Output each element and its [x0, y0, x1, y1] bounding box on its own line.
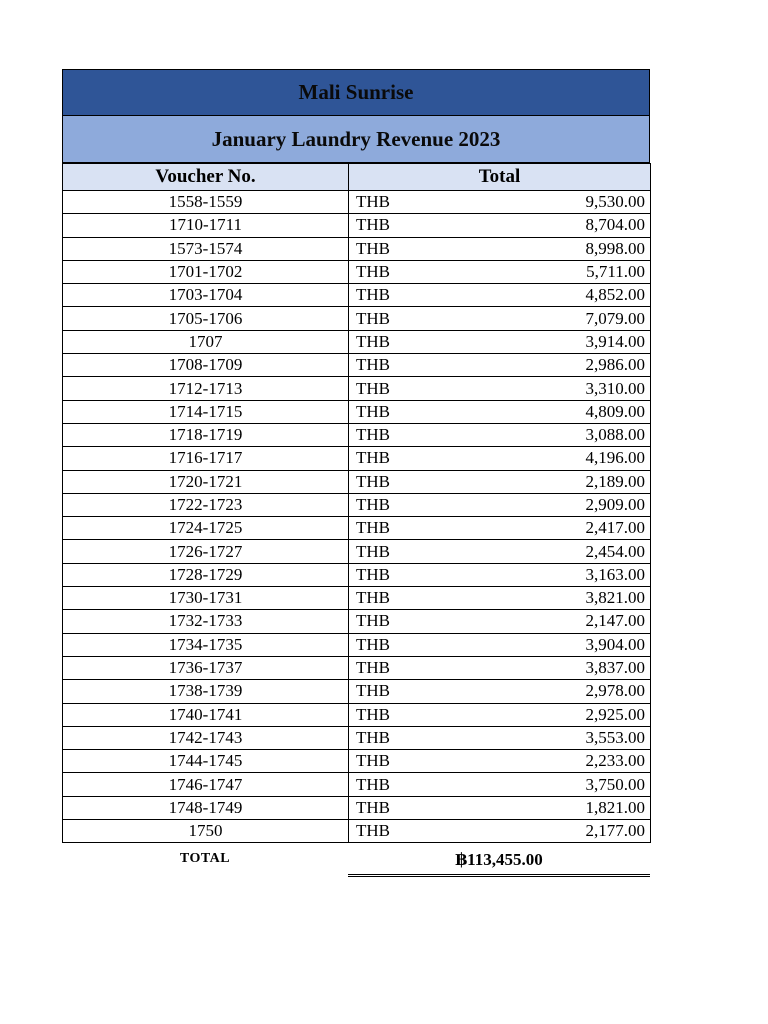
table-row: [63, 447, 651, 470]
amount-cell: [349, 284, 651, 307]
table-row: [63, 680, 651, 703]
table-row: [63, 820, 651, 843]
amount-cell: [349, 633, 651, 656]
table-row: [63, 470, 651, 493]
report-title: January Laundry Revenue 2023: [62, 116, 650, 163]
amount-value: 2,417.00: [585, 518, 645, 538]
currency-label: THB: [356, 727, 390, 747]
voucher-cell: 1716-1717: [63, 447, 349, 470]
amount-cell: [349, 493, 651, 516]
amount-value: 2,147.00: [585, 611, 645, 631]
amount-value: 2,909.00: [585, 495, 645, 514]
voucher-cell: 1558-1559: [63, 191, 349, 214]
revenue-table: [62, 163, 651, 843]
currency-label: THB: [356, 564, 390, 584]
currency-label: THB: [356, 308, 390, 328]
table-body: [63, 191, 651, 843]
voucher-cell: 1701-1702: [63, 260, 349, 283]
voucher-cell: 1730-1731: [63, 587, 349, 610]
currency-label: THB: [356, 658, 390, 678]
amount-cell: [349, 726, 651, 749]
amount-cell: [349, 400, 651, 423]
amount-cell: [349, 260, 651, 283]
currency-label: THB: [356, 238, 390, 258]
currency-label: THB: [356, 215, 390, 235]
currency-label: THB: [356, 495, 390, 514]
voucher-column-header: Voucher No.: [63, 164, 349, 191]
table-row: [63, 307, 651, 330]
table-row: [63, 656, 651, 679]
voucher-cell: 1732-1733: [63, 610, 349, 633]
amount-cell: [349, 354, 651, 377]
amount-value: 3,837.00: [585, 658, 645, 678]
table-row: [63, 750, 651, 773]
voucher-cell: 1714-1715: [63, 400, 349, 423]
voucher-cell: 1736-1737: [63, 656, 349, 679]
amount-cell: [349, 470, 651, 493]
table-row: [63, 703, 651, 726]
amount-cell: [349, 680, 651, 703]
voucher-cell: 1742-1743: [63, 726, 349, 749]
voucher-cell: 1705-1706: [63, 307, 349, 330]
amount-cell: [349, 423, 651, 446]
table-row: [63, 587, 651, 610]
amount-value: 7,079.00: [585, 308, 645, 328]
voucher-cell: 1573-1574: [63, 237, 349, 260]
voucher-cell: 1703-1704: [63, 284, 349, 307]
table-row: [63, 563, 651, 586]
voucher-cell: 1734-1735: [63, 633, 349, 656]
currency-label: THB: [356, 262, 390, 282]
amount-value: 2,925.00: [585, 704, 645, 724]
amount-cell: [349, 307, 651, 330]
amount-cell: [349, 330, 651, 353]
currency-label: THB: [356, 448, 390, 468]
amount-cell: [349, 214, 651, 237]
amount-cell: [349, 517, 651, 540]
amount-cell: [349, 237, 651, 260]
voucher-cell: 1744-1745: [63, 750, 349, 773]
amount-value: 2,978.00: [585, 681, 645, 701]
currency-label: THB: [356, 192, 390, 212]
voucher-cell: 1738-1739: [63, 680, 349, 703]
amount-value: 2,177.00: [585, 821, 645, 841]
currency-label: THB: [356, 634, 390, 654]
table-row: [63, 400, 651, 423]
amount-value: 3,750.00: [585, 774, 645, 794]
amount-cell: [349, 820, 651, 843]
total-row: [62, 843, 650, 877]
table-row: [63, 773, 651, 796]
amount-cell: [349, 587, 651, 610]
voucher-cell: 1720-1721: [63, 470, 349, 493]
currency-label: THB: [356, 588, 390, 608]
currency-label: THB: [356, 518, 390, 538]
amount-value: 4,852.00: [585, 285, 645, 305]
amount-value: 2,454.00: [585, 541, 645, 561]
currency-label: THB: [356, 681, 390, 701]
voucher-cell: 1718-1719: [63, 423, 349, 446]
table-row: [63, 214, 651, 237]
amount-value: 3,904.00: [585, 634, 645, 654]
amount-cell: [349, 796, 651, 819]
amount-cell: [349, 610, 651, 633]
amount-cell: [349, 191, 651, 214]
table-row: [63, 237, 651, 260]
amount-cell: [349, 703, 651, 726]
table-row: [63, 330, 651, 353]
currency-label: THB: [356, 355, 390, 375]
currency-label: THB: [356, 331, 390, 351]
revenue-sheet: [62, 69, 650, 877]
voucher-cell: 1746-1747: [63, 773, 349, 796]
amount-value: 4,196.00: [585, 448, 645, 468]
voucher-cell: 1748-1749: [63, 796, 349, 819]
voucher-cell: 1728-1729: [63, 563, 349, 586]
voucher-cell: 1708-1709: [63, 354, 349, 377]
total-column-header: Total: [349, 164, 651, 191]
voucher-cell: 1722-1723: [63, 493, 349, 516]
amount-value: 3,553.00: [585, 727, 645, 747]
table-row: [63, 260, 651, 283]
amount-value: 3,914.00: [585, 331, 645, 351]
currency-label: THB: [356, 797, 390, 817]
amount-cell: [349, 540, 651, 563]
table-row: [63, 796, 651, 819]
voucher-cell: 1724-1725: [63, 517, 349, 540]
currency-label: THB: [356, 425, 390, 445]
amount-cell: [349, 447, 651, 470]
total-value: ฿113,455.00: [348, 843, 650, 877]
table-row: [63, 540, 651, 563]
currency-label: THB: [356, 285, 390, 305]
amount-value: 3,821.00: [585, 588, 645, 608]
amount-value: 3,088.00: [585, 425, 645, 445]
table-row: [63, 633, 651, 656]
voucher-cell: 1750: [63, 820, 349, 843]
company-title: Mali Sunrise: [62, 69, 650, 116]
voucher-cell: 1726-1727: [63, 540, 349, 563]
total-label: TOTAL: [179, 851, 231, 867]
amount-value: 2,189.00: [585, 471, 645, 491]
table-row: [63, 726, 651, 749]
amount-cell: [349, 377, 651, 400]
amount-cell: [349, 563, 651, 586]
amount-value: 8,704.00: [585, 215, 645, 235]
currency-label: THB: [356, 774, 390, 794]
amount-value: 2,986.00: [585, 355, 645, 375]
voucher-cell: 1707: [63, 330, 349, 353]
currency-label: THB: [356, 541, 390, 561]
currency-label: THB: [356, 611, 390, 631]
table-row: [63, 284, 651, 307]
table-row: [63, 191, 651, 214]
amount-value: 1,821.00: [585, 797, 645, 817]
table-row: [63, 517, 651, 540]
table-row: [63, 354, 651, 377]
table-row: [63, 610, 651, 633]
voucher-cell: 1710-1711: [63, 214, 349, 237]
amount-value: 9,530.00: [585, 192, 645, 212]
amount-cell: [349, 656, 651, 679]
amount-value: 8,998.00: [585, 238, 645, 258]
table-row: [63, 423, 651, 446]
table-header-row: [63, 164, 651, 191]
amount-value: 2,233.00: [585, 751, 645, 771]
currency-label: THB: [356, 378, 390, 398]
table-row: [63, 493, 651, 516]
voucher-cell: 1740-1741: [63, 703, 349, 726]
table-row: [63, 377, 651, 400]
currency-label: THB: [356, 704, 390, 724]
amount-value: 4,809.00: [585, 401, 645, 421]
currency-label: THB: [356, 821, 390, 841]
amount-cell: [349, 750, 651, 773]
currency-label: THB: [356, 471, 390, 491]
amount-cell: [349, 773, 651, 796]
amount-value: 3,163.00: [585, 564, 645, 584]
amount-value: 5,711.00: [586, 262, 645, 282]
currency-label: THB: [356, 401, 390, 421]
currency-label: THB: [356, 751, 390, 771]
voucher-cell: 1712-1713: [63, 377, 349, 400]
amount-value: 3,310.00: [585, 378, 645, 398]
